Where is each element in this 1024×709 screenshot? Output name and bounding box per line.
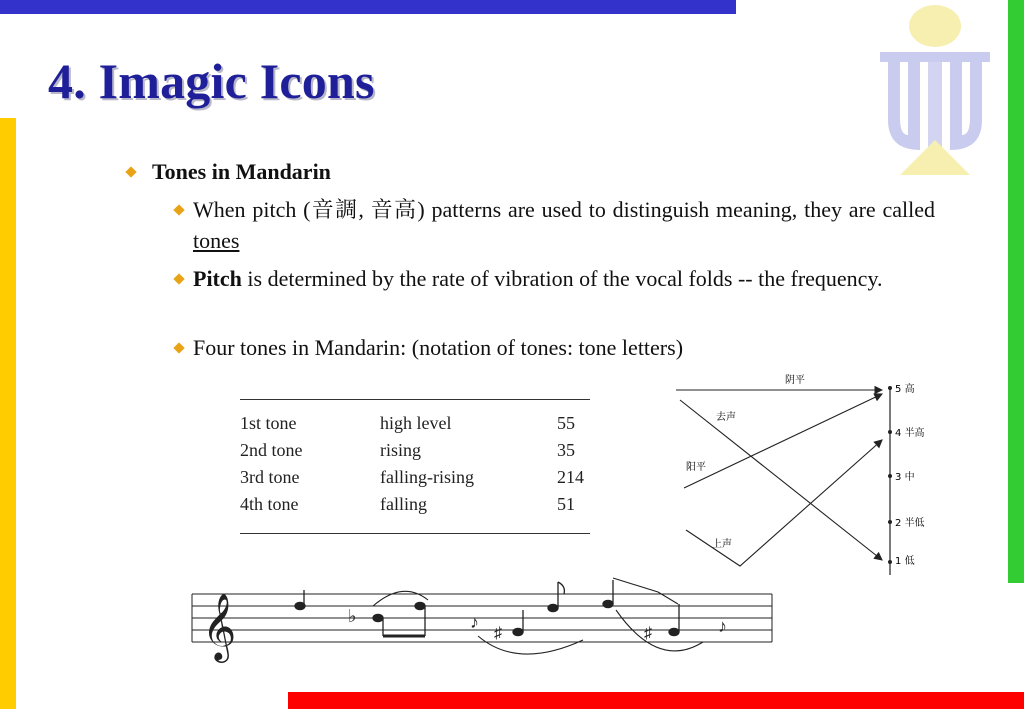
- tone-name-cell: 4th tone: [240, 494, 299, 514]
- bullet-pitch-definition: [193, 263, 935, 294]
- grace-note-icon: ♪: [470, 612, 479, 632]
- staff-lines: [192, 594, 772, 642]
- sharp-sign-icon: ♯: [494, 625, 502, 642]
- left-accent-bar: [0, 118, 16, 709]
- top-accent-bar: [0, 0, 736, 14]
- tone-label-qusheng: 去声: [716, 412, 736, 423]
- table-top-rule: [240, 399, 590, 400]
- table-bottom-rule: [240, 533, 590, 534]
- scale-tick: [888, 520, 892, 524]
- scale-label: 3 中: [895, 472, 915, 483]
- bullet-diamond-icon: [173, 204, 184, 215]
- bullet-diamond-icon: [173, 273, 184, 284]
- tone-value-cell: 35: [557, 440, 575, 460]
- scale-label: 4 半高: [895, 428, 925, 439]
- scale-tick: [888, 430, 892, 434]
- tone-name-cell: 2nd tone: [240, 440, 303, 460]
- scale-tick: [888, 474, 892, 478]
- note-icon: [603, 600, 613, 607]
- note-icon: [669, 628, 679, 635]
- bullet-pitch-patterns-text: When pitch (音調, 音高) patterns are used to distinguish meaning, they are called: [193, 197, 935, 222]
- note-icon: [548, 604, 558, 611]
- tones-link[interactable]: tones: [193, 228, 240, 253]
- tone-name-cell: 3rd tone: [240, 467, 300, 487]
- music-staff-notation: [188, 570, 778, 665]
- tone-letter-diagram: [670, 370, 940, 585]
- tone-desc-cell: falling-rising: [380, 467, 474, 487]
- scale-label: 1 低: [895, 556, 915, 567]
- scale-tick: [888, 560, 892, 564]
- note-icon: [513, 628, 523, 635]
- tone-label-yinping: 阴平: [785, 375, 805, 386]
- pitch-definition-text: is determined by the rate of vibration of the vocal folds -- the frequency.: [241, 266, 883, 291]
- tone-name-cell: 1st tone: [240, 413, 297, 433]
- tone-line-yangping: [684, 394, 882, 488]
- bullet-four-tones: Four tones in Mandarin: (notation of tones: tone letters): [193, 335, 684, 360]
- note-icon: [373, 614, 383, 621]
- bottom-accent-bar: [288, 692, 1024, 709]
- bullet-pitch-patterns: [193, 194, 935, 256]
- tone-label-yangping: 阳平: [686, 462, 706, 473]
- flat-sign-icon: ♭: [348, 606, 357, 626]
- tone-desc-cell: falling: [380, 494, 427, 514]
- tone-line-qusheng: [680, 400, 882, 560]
- grace-note-icon: ♪: [718, 616, 727, 636]
- tone-value-cell: 51: [557, 494, 575, 514]
- tone-value-cell: 214: [557, 467, 584, 487]
- slide-title: 4. Imagic Icons: [48, 53, 375, 109]
- tone-desc-cell: rising: [380, 440, 422, 460]
- university-logo: [870, 0, 1000, 180]
- right-accent-bar: [1008, 0, 1024, 583]
- tones-table: [240, 399, 590, 535]
- tone-value-cell: 55: [557, 413, 575, 433]
- treble-clef-icon: 𝄞: [202, 592, 237, 660]
- pitch-term: Pitch: [193, 266, 242, 291]
- bullet-diamond-icon: [125, 166, 136, 177]
- bullet-tones-in-mandarin: Tones in Mandarin: [152, 159, 331, 184]
- tone-label-shangsheng: 上声: [712, 539, 732, 550]
- note-icon: [415, 602, 425, 609]
- tone-desc-cell: high level: [380, 413, 452, 433]
- bullet-diamond-icon: [173, 342, 184, 353]
- scale-label: 2 半低: [895, 518, 925, 529]
- sharp-sign-icon: ♯: [644, 625, 652, 642]
- scale-tick: [888, 386, 892, 390]
- scale-label: 5 高: [895, 384, 915, 395]
